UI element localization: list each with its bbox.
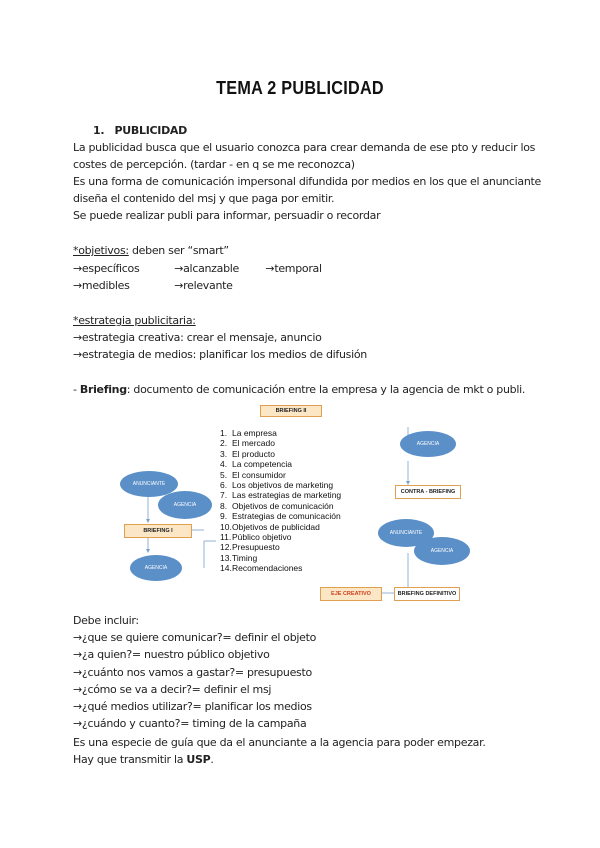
debe-item: →¿a quien?= nuestro público objetivo (73, 648, 270, 661)
closing-usp-line (73, 753, 214, 767)
list-number: 7. (220, 490, 228, 501)
list-item (220, 542, 341, 552)
list-text: La empresa (232, 428, 277, 438)
briefing-definition (73, 383, 525, 397)
estrategia-heading: *estrategia publicitaria: (73, 314, 196, 327)
list-text: Objetivos de comunicación (232, 500, 334, 511)
anunciante-right-node: ANUNCIANTE (378, 519, 434, 547)
closing-line: Es una especie de guía que da el anunciante a la agencia para poder empezar. (73, 736, 486, 749)
list-text: La competencia (232, 459, 293, 470)
list-text: El mercado (232, 438, 275, 449)
debe-intro: Debe incluir: (73, 614, 139, 627)
debe-item: →¿cuándo y cuanto?= timing de la campaña (73, 717, 307, 730)
agencia-right-node: AGENCIA (414, 537, 470, 565)
connector-arrow (146, 549, 150, 553)
objetivos-label: *objetivos: (73, 244, 129, 257)
list-text: Objetivos de publicidad (232, 521, 320, 532)
briefing-definitivo-box: BRIEFING DEFINITIVO (394, 587, 460, 601)
estrategia-item: →estrategia de medios: planificar los medios de difusión (73, 348, 367, 361)
list-item (220, 511, 341, 521)
list-text: Público objetivo (232, 532, 292, 543)
list-number: 2. (220, 438, 228, 449)
briefing-prefix: - (73, 383, 80, 396)
briefing-text: : documento de comunicación entre la empresa y la agencia de mkt o publi. (126, 383, 526, 396)
list-item (220, 553, 341, 563)
objetivo-item: →medibles (73, 279, 130, 292)
briefing-contents-list (220, 428, 341, 574)
list-number: 11. (220, 532, 232, 543)
list-item (220, 459, 341, 469)
objetivos-row (73, 279, 233, 293)
list-text: El consumidor (232, 469, 286, 480)
objetivo-item: →relevante (174, 279, 233, 292)
list-item (220, 490, 341, 500)
list-item (220, 449, 341, 459)
list-number: 9. (220, 511, 228, 522)
list-number: 5. (220, 469, 228, 480)
debe-item: →¿que se quiere comunicar?= definir el objeto (73, 631, 317, 644)
paragraph-line: Se puede realizar publi para informar, persuadir o recordar (73, 209, 381, 222)
objetivos-text: deben ser “smart” (128, 244, 229, 257)
agencia-right-top-node: AGENCIA (400, 431, 456, 457)
closing-text: Hay que transmitir la (73, 753, 187, 766)
section-heading (93, 124, 187, 138)
debe-item: →¿qué medios utilizar?= planificar los medios (73, 700, 312, 713)
objetivos-row (73, 262, 322, 276)
list-text: Las estrategias de marketing (232, 490, 342, 501)
list-item (220, 563, 341, 573)
list-text: Recomendaciones (232, 563, 303, 574)
contra-briefing-box: CONTRA - BRIEFING (395, 485, 461, 499)
debe-item: →¿cuánto nos vamos a gastar?= presupuesto (73, 666, 312, 679)
objetivos-heading (73, 244, 229, 258)
list-text: Los objetivos de marketing (232, 480, 334, 491)
list-number: 3. (220, 448, 228, 459)
page-title: TEMA 2 PUBLICIDAD (216, 78, 384, 98)
objetivo-item: →alcanzable (174, 262, 239, 275)
agencia-bottom-node: AGENCIA (130, 555, 182, 581)
list-item (220, 501, 341, 511)
list-item (220, 470, 341, 480)
list-text: El producto (232, 448, 275, 459)
list-item (220, 480, 341, 490)
paragraph-line: La publicidad busca que el usuario conozca para crear demanda de ese pto y reducir los (73, 141, 536, 154)
anunciante-node: ANUNCIANTE (120, 471, 178, 497)
section-title: PUBLICIDAD (114, 124, 187, 137)
list-number: 14. (220, 563, 232, 574)
list-number: 4. (220, 459, 228, 470)
paragraph-line: Es una forma de comunicación impersonal difundida por medios en los que el anunciante (73, 175, 542, 188)
list-text: Timing (232, 552, 258, 563)
list-number: 13. (220, 552, 232, 563)
briefing-ii-box: BRIEFING II (260, 405, 322, 417)
briefing-i-box: BRIEFING I (124, 524, 192, 538)
eje-creativo-box: EJE CREATIVO (320, 587, 382, 601)
list-item (220, 522, 341, 532)
list-number: 1. (220, 428, 228, 438)
list-item (220, 428, 341, 438)
briefing-term: Briefing (79, 383, 127, 396)
list-number: 10. (220, 521, 232, 532)
agencia-node: AGENCIA (158, 491, 212, 519)
objetivo-item: →temporal (265, 262, 322, 275)
estrategia-item: →estrategia creativa: crear el mensaje, anuncio (73, 331, 322, 344)
debe-item: →¿cómo se va a decir?= definir el msj (73, 683, 272, 696)
section-number: 1. (93, 124, 105, 137)
list-text: Estrategias de comunicación (232, 511, 341, 522)
list-text: Presupuesto (232, 542, 280, 553)
list-number: 12. (220, 542, 232, 553)
connector-arrow (146, 519, 150, 523)
list-number: 6. (220, 480, 228, 491)
briefing-diagram (118, 403, 464, 603)
paragraph-line: diseña el contenido del msj y que paga por emitir. (73, 192, 335, 205)
list-item (220, 532, 341, 542)
usp-term: USP (186, 753, 211, 766)
paragraph-line: costes de percepción. (tardar - en q se me reconozca) (73, 158, 355, 171)
closing-period: . (210, 753, 214, 766)
objetivo-item: →específicos (73, 262, 140, 275)
list-number: 8. (220, 500, 228, 511)
list-item (220, 438, 341, 448)
